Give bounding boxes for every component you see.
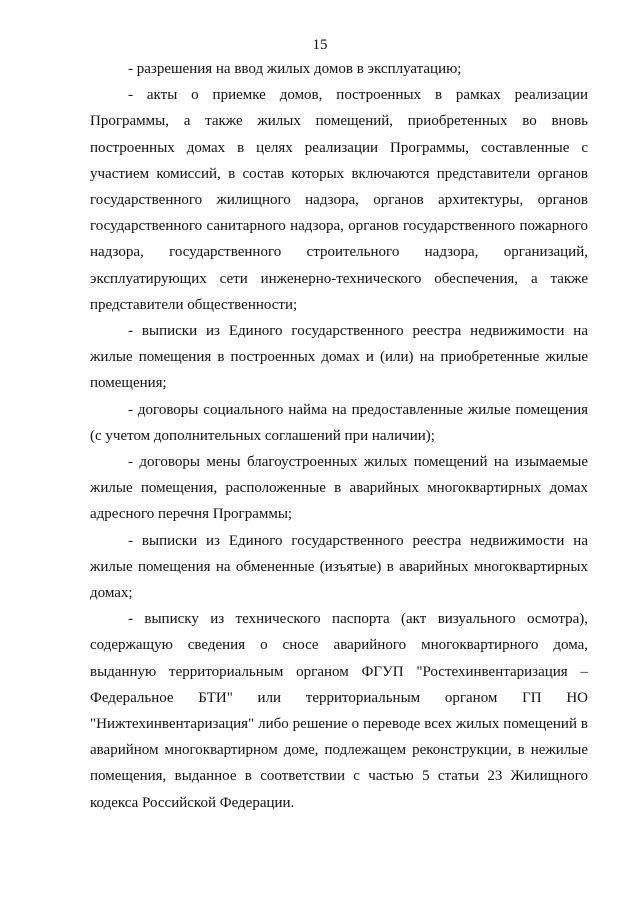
paragraph-exchange-contracts: - договоры мены благоустроенных жилых помещений на изымаемые жилые помещения, расположенные в аварийных многоквартирных домах адресного перечня Программы;	[90, 454, 588, 523]
paragraph-technical-passport: - выписку из технического паспорта (акт визуального осмотра), содержащую сведения о сносе аварийного многоквартирного дома, выданную территориальным органом ФГУП "Ростехинвентаризация – Федеральное БТИ" или территориальным органом ГП НО "Нижтехинвентаризация" либо решение о переводе всех жилых помещений в аварийном многоквартирном доме, подлежащем реконструкции, в нежилые помещения, выданное в соответствии с частью 5 статьи 23 Жилищного кодекса Российской Федерации.	[90, 611, 588, 811]
paragraph-commissioning-permits: - разрешения на ввод жилых домов в эксплуатацию;	[128, 61, 462, 77]
paragraph-registry-extracts-exchanged: - выписки из Единого государственного реестра недвижимости на жилые помещения на обмененные (изъятые) в аварийных многоквартирных домах;	[90, 532, 588, 602]
document-body	[90, 56, 588, 816]
page-number: 15	[312, 37, 328, 53]
paragraph-social-lease-contracts: - договоры социального найма на предоставленные жилые помещения (с учетом дополнительных соглашений при наличии);	[90, 401, 588, 444]
paragraph-registry-extracts-new: - выписки из Единого государственного реестра недвижимости на жилые помещения в построенных домах и (или) на приобретенные жилые помещения;	[90, 323, 588, 392]
paragraph-acceptance-acts: - акты о приемке домов, построенных в рамках реализации Программы, а также жилых помещений, приобретенных во вновь построенных домах в целях реализации Программы, составленные с участием комиссий, в состав которых включаются представители органов государственного жилищного надзора, органов архитектуры, органов государственного санитарного надзора, органов государственного пожарного надзора, государственного строительного надзора, организаций, эксплуатирующих сети инженерно-технического обеспечения, а также представители общественности;	[90, 87, 588, 313]
